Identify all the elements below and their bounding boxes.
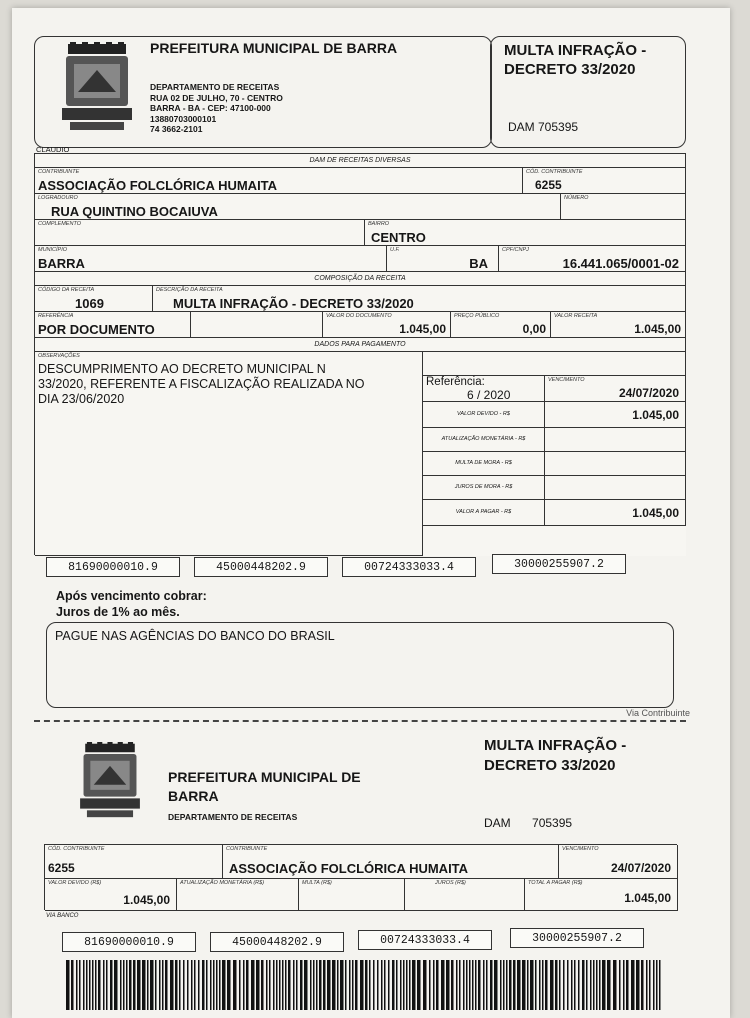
late-payment-line-1: Após vencimento cobrar: — [56, 589, 207, 603]
barcode-bar — [282, 960, 284, 1010]
descricao-receita-label: DESCRIÇÃO DA RECEITA — [156, 287, 223, 293]
barcode-bar — [578, 960, 580, 1010]
barcode-bar — [607, 960, 611, 1010]
document-title-line-1: MULTA INFRAÇÃO - — [504, 42, 647, 59]
municipal-crest-icon — [60, 42, 134, 138]
vencimento-value: 24/07/2020 — [618, 386, 679, 400]
form-grid — [34, 153, 686, 555]
barcode-bar — [590, 960, 592, 1010]
barcode-bar — [373, 960, 375, 1010]
valor-pagar-value: 1.045,00 — [632, 506, 679, 520]
barcode-bar — [593, 960, 595, 1010]
bottom-cod-value: 6255 — [48, 861, 75, 875]
barcode-bar — [345, 960, 347, 1010]
barcode-bar — [542, 960, 544, 1010]
barcode-bar — [535, 960, 537, 1010]
municipio-value: BARRA — [38, 256, 85, 271]
bottom-grid — [44, 844, 677, 910]
barcode-bar — [472, 960, 474, 1010]
cod-contribuinte-label: CÓD. CONTRIBUINTE — [526, 169, 583, 175]
barcode-bar — [129, 960, 132, 1010]
logradouro-cell — [35, 194, 561, 220]
valor-devido-label-cell — [423, 402, 545, 428]
barcode-bar — [478, 960, 481, 1010]
barcode-bar — [436, 960, 439, 1010]
barcode-line-segment-3: 00724333033.4 — [342, 557, 476, 577]
barcode-bar — [586, 960, 588, 1010]
referencia-periodo-label: Referência: — [426, 376, 485, 388]
barcode-bar — [269, 960, 271, 1010]
bottom-title — [168, 768, 361, 806]
barcode-bar — [636, 960, 640, 1010]
bottom-juros-cell — [405, 879, 525, 911]
bottom-multa-cell — [299, 879, 405, 911]
barcode-bar — [355, 960, 358, 1010]
descricao-receita-value: MULTA INFRAÇÃO - DECRETO 33/2020 — [173, 296, 414, 311]
barcode-bar — [123, 960, 125, 1010]
barcode-bar — [522, 960, 526, 1010]
barcode-bar — [486, 960, 488, 1010]
barcode-bar — [433, 960, 435, 1010]
valor-pagar-label: VALOR A PAGAR - R$ — [455, 509, 512, 515]
barcode-bar — [210, 960, 212, 1010]
barcode-bar — [574, 960, 576, 1010]
bairro-cell — [365, 220, 686, 246]
barcode-bar — [377, 960, 379, 1010]
via-banco-label: VIA BANCO — [46, 913, 79, 919]
barcode-bar — [150, 960, 154, 1010]
referencia-periodo-value: 6 / 2020 — [467, 388, 511, 402]
barcode-bar — [396, 960, 398, 1010]
barcode-bar — [388, 960, 390, 1010]
barcode-bar — [596, 960, 598, 1010]
barcode-bar — [349, 960, 351, 1010]
barcode-bar — [222, 960, 226, 1010]
multa-value-cell — [545, 452, 686, 476]
preco-publico-label: PREÇO PÚBLICO — [454, 313, 500, 319]
juros-label: JUROS DE MORA - R$ — [454, 484, 513, 490]
operator-name: CLAUDIO — [36, 145, 70, 154]
referencia-cell — [35, 312, 191, 338]
composicao-header-text: COMPOSIÇÃO DA RECEITA — [314, 275, 406, 282]
barcode-bar — [95, 960, 97, 1010]
barcode-bar — [619, 960, 621, 1010]
cod-contribuinte-value: 6255 — [535, 178, 562, 192]
bottom-multa-label: MULTA (R$) — [302, 880, 332, 886]
pagamento-header-row — [35, 338, 686, 352]
barcode-bar — [392, 960, 395, 1010]
barcode-bar — [316, 960, 318, 1010]
bottom-total-cell — [525, 879, 678, 911]
bairro-value: CENTRO — [371, 230, 426, 245]
barcode-bar — [365, 960, 368, 1010]
barcode-bar — [559, 960, 561, 1010]
valor-receita-cell — [551, 312, 686, 338]
barcode-line-segment-4: 30000255907.2 — [492, 554, 626, 574]
observacoes-cell — [35, 352, 423, 556]
barcode-bar — [256, 960, 260, 1010]
bottom-barcode-line-segment-4: 30000255907.2 — [510, 928, 644, 948]
barcode-bar — [360, 960, 364, 1010]
barcode-bar — [494, 960, 498, 1010]
cpf-cell — [499, 246, 686, 272]
barcode-bar — [142, 960, 146, 1010]
barcode-bar — [243, 960, 245, 1010]
bottom-cod-cell — [45, 845, 223, 879]
barcode-bar — [352, 960, 354, 1010]
dam-header-row — [35, 154, 686, 168]
barcode-bar — [194, 960, 196, 1010]
multa-label-cell — [423, 452, 545, 476]
barcode-bar — [403, 960, 405, 1010]
barcode-bar — [513, 960, 516, 1010]
barcode-bar — [276, 960, 278, 1010]
barcode-bar — [165, 960, 168, 1010]
dam-header-text: DAM DE RECEITAS DIVERSAS — [309, 157, 411, 164]
bottom-total-label: TOTAL A PAGAR (R$) — [528, 880, 583, 886]
address-line-1: RUA 02 DE JULHO, 70 - CENTRO — [150, 92, 283, 103]
barcode-bar — [527, 960, 529, 1010]
barcode-bar — [412, 960, 416, 1010]
barcode-bar — [233, 960, 237, 1010]
barcode-bar — [409, 960, 411, 1010]
barcode-bar — [76, 960, 78, 1010]
barcode-bar — [506, 960, 508, 1010]
bottom-atualizacao-label: ATUALIZAÇÃO MONETÁRIA (R$) — [180, 880, 265, 886]
logradouro-value: RUA QUINTINO BOCAIUVA — [51, 204, 218, 219]
barcode-bar — [313, 960, 315, 1010]
bottom-atualizacao-cell — [177, 879, 299, 911]
municipio-cell — [35, 246, 387, 272]
barcode-bar — [332, 960, 336, 1010]
valor-pagar-label-cell — [423, 500, 545, 526]
municipio-label: MUNICÍPIO — [38, 247, 68, 253]
barcode-bar — [446, 960, 450, 1010]
barcode-bar — [191, 960, 193, 1010]
barcode-bar — [79, 960, 81, 1010]
bottom-vencimento-value: 24/07/2020 — [610, 861, 671, 875]
barcode-bar — [530, 960, 534, 1010]
descricao-receita-cell — [153, 286, 686, 312]
barcode-bar — [239, 960, 241, 1010]
uf-value: BA — [469, 256, 488, 271]
barcode-bar — [646, 960, 648, 1010]
barcode-bar — [459, 960, 461, 1010]
barcode-bar — [98, 960, 101, 1010]
barcode-bar — [300, 960, 303, 1010]
observacoes-text — [38, 362, 365, 407]
bottom-dam — [484, 816, 572, 830]
barcode-bar — [83, 960, 85, 1010]
barcode-bar — [500, 960, 502, 1010]
barcode-bar — [66, 960, 70, 1010]
barcode-bar — [137, 960, 141, 1010]
observacoes-line-3: DIA 23/06/2020 — [38, 392, 125, 406]
via-contribuinte-label: Via Contribuinte — [626, 708, 690, 718]
barcode-bar — [159, 960, 161, 1010]
bottom-valor-devido-label: VALOR DEVIDO (R$) — [48, 880, 102, 886]
bottom-document-title-line-1: MULTA INFRAÇÃO - — [484, 737, 627, 754]
bottom-document-title-line-2: DECRETO 33/2020 — [484, 757, 616, 774]
atualizacao-value-cell — [545, 428, 686, 452]
barcode-bar — [623, 960, 625, 1010]
bottom-barcode-line-segment-1: 81690000010.9 — [62, 932, 196, 952]
valor-documento-value: 1.045,00 — [399, 322, 446, 336]
referencia-periodo-cell — [423, 376, 545, 402]
barcode-bar — [340, 960, 344, 1010]
observacoes-line-2: 33/2020, REFERENTE A FISCALIZAÇÃO REALIZADA NO — [38, 377, 365, 391]
barcode-bar — [384, 960, 386, 1010]
bottom-contribuinte-value: ASSOCIAÇÃO FOLCLÓRICA HUMAITA — [229, 861, 469, 876]
barcode-bar — [126, 960, 128, 1010]
bottom-barcode-line-segment-2: 45000448202.9 — [210, 932, 344, 952]
bottom-contribuinte-label: CONTRIBUINTE — [226, 846, 268, 852]
bank-notice-text: PAGUE NAS AGÊNCIAS DO BANCO DO BRASIL — [55, 629, 335, 643]
barcode-bar — [469, 960, 471, 1010]
referencia-value: POR DOCUMENTO — [38, 322, 155, 337]
barcode-bar — [582, 960, 585, 1010]
bottom-valor-devido-value: 1.045,00 — [123, 893, 170, 907]
barcode-bar — [323, 960, 326, 1010]
barcode-bar — [649, 960, 651, 1010]
barcode-bar — [202, 960, 205, 1010]
barcode-bar — [653, 960, 655, 1010]
header-title: PREFEITURA MUNICIPAL DE BARRA — [150, 40, 398, 56]
multa-label: MULTA DE MORA - R$ — [455, 460, 512, 466]
cpf-label: CPF/CNPJ — [502, 247, 529, 253]
atualizacao-label: ATUALIZAÇÃO MONETÁRIA - R$ — [441, 436, 526, 442]
composicao-header-row — [35, 272, 686, 286]
barcode-bar — [483, 960, 485, 1010]
preco-publico-cell — [451, 312, 551, 338]
bottom-valor-devido-cell — [45, 879, 177, 911]
barcode — [64, 960, 664, 1010]
barcode-bar — [296, 960, 298, 1010]
barcode-bar — [106, 960, 108, 1010]
barcode-bar — [251, 960, 255, 1010]
numero-label: NÚMERO — [564, 195, 589, 201]
phone: 74 3662-2101 — [150, 124, 203, 134]
logradouro-label: LOGRADOURO — [38, 195, 78, 201]
barcode-bar — [246, 960, 249, 1010]
barcode-bar — [456, 960, 458, 1010]
barcode-bar — [441, 960, 445, 1010]
barcode-bar — [539, 960, 541, 1010]
barcode-bar — [266, 960, 268, 1010]
barcode-bar — [114, 960, 118, 1010]
vencimento-cell — [545, 376, 686, 402]
cnpj: 13880703000101 — [150, 113, 217, 124]
barcode-bar — [656, 960, 658, 1010]
payment-bottom-spacer — [423, 526, 686, 556]
barcode-bar — [92, 960, 94, 1010]
barcode-bar — [183, 960, 185, 1010]
valor-receita-label: VALOR RECEITA — [554, 313, 598, 319]
barcode-bar — [198, 960, 200, 1010]
barcode-bar — [89, 960, 91, 1010]
codigo-receita-value: 1069 — [75, 296, 104, 311]
bottom-dam-label: DAM — [484, 816, 511, 830]
barcode-bar — [406, 960, 408, 1010]
barcode-bar — [400, 960, 402, 1010]
barcode-bar — [147, 960, 149, 1010]
barcode-bar — [71, 960, 74, 1010]
bottom-total-value: 1.045,00 — [624, 891, 671, 905]
barcode-bar — [337, 960, 339, 1010]
bottom-vencimento-cell — [559, 845, 678, 879]
bottom-contribuinte-cell — [223, 845, 559, 879]
barcode-bar — [563, 960, 565, 1010]
barcode-bar — [175, 960, 178, 1010]
barcode-bar — [466, 960, 468, 1010]
uf-label: U.F. — [390, 247, 400, 253]
contribuinte-cell — [35, 168, 523, 194]
barcode-bar — [285, 960, 287, 1010]
barcode-bar — [451, 960, 454, 1010]
referencia-label: REFERÊNCIA — [38, 313, 74, 319]
barcode-bar — [213, 960, 215, 1010]
late-payment-line-2: Juros de 1% ao mês. — [56, 605, 180, 619]
barcode-bar — [631, 960, 635, 1010]
barcode-bar — [227, 960, 231, 1010]
barcode-bar — [187, 960, 189, 1010]
uf-cell — [387, 246, 499, 272]
barcode-bar — [216, 960, 218, 1010]
complemento-cell — [35, 220, 365, 246]
valor-devido-label: VALOR DEVIDO - R$ — [457, 411, 510, 417]
barcode-bar — [417, 960, 421, 1010]
barcode-bar — [613, 960, 617, 1010]
barcode-bar — [319, 960, 322, 1010]
barcode-bar — [179, 960, 181, 1010]
vencimento-label: VENCIMENTO — [548, 377, 585, 383]
bottom-barcode-line-segment-3: 00724333033.4 — [358, 930, 492, 950]
observacoes-label: OBSERVAÇÕES — [38, 353, 80, 359]
codigo-receita-cell — [35, 286, 153, 312]
valor-devido-cell — [545, 402, 686, 428]
department-name: DEPARTAMENTO DE RECEITAS — [150, 82, 280, 92]
barcode-bar — [273, 960, 275, 1010]
valor-receita-value: 1.045,00 — [634, 322, 681, 336]
barcode-bar — [162, 960, 164, 1010]
contribuinte-value: ASSOCIAÇÃO FOLCLÓRICA HUMAITA — [38, 178, 278, 193]
barcode-bar — [310, 960, 312, 1010]
numero-cell — [561, 194, 686, 220]
barcode-bar — [509, 960, 512, 1010]
bottom-cod-label: CÓD. CONTRIBUINTE — [48, 846, 105, 852]
barcode-bar — [304, 960, 308, 1010]
barcode-bar — [261, 960, 264, 1010]
barcode-bar — [475, 960, 477, 1010]
barcode-bar — [659, 960, 661, 1010]
bottom-title-line-2: BARRA — [168, 788, 219, 804]
contribuinte-label: CONTRIBUINTE — [38, 169, 80, 175]
document-title-line-2: DECRETO 33/2020 — [504, 61, 636, 78]
bottom-juros-label: JUROS (R$) — [435, 880, 466, 886]
payment-slip — [12, 8, 730, 1018]
barcode-bar — [381, 960, 383, 1010]
payment-top-spacer — [423, 352, 686, 376]
barcode-bar — [279, 960, 281, 1010]
barcode-bar — [327, 960, 331, 1010]
barcode-bar — [219, 960, 221, 1010]
barcode-bar — [429, 960, 431, 1010]
valor-devido-value: 1.045,00 — [632, 408, 679, 422]
barcode-bar — [490, 960, 493, 1010]
barcode-bar — [206, 960, 208, 1010]
bottom-document-title — [484, 736, 626, 776]
complemento-label: COMPLEMENTO — [38, 221, 81, 227]
dam-number: DAM 705395 — [508, 120, 579, 134]
bank-notice-box — [46, 622, 674, 708]
codigo-receita-label: CÓDIGO DA RECEITA — [38, 287, 95, 293]
valor-documento-cell — [323, 312, 451, 338]
barcode-bar — [110, 960, 113, 1010]
barcode-bar — [133, 960, 136, 1010]
preco-publico-value: 0,00 — [522, 322, 546, 336]
barcode-bar — [369, 960, 371, 1010]
bairro-label: BAIRRO — [368, 221, 390, 227]
barcode-bar — [293, 960, 295, 1010]
barcode-bar — [86, 960, 88, 1010]
document-title — [504, 41, 646, 79]
barcode-bar — [550, 960, 554, 1010]
barcode-line-segment-1: 81690000010.9 — [46, 557, 180, 577]
pagamento-header-text: DADOS PARA PAGAMENTO — [314, 341, 406, 348]
barcode-bar — [571, 960, 573, 1010]
barcode-bar — [103, 960, 105, 1010]
valor-pagar-cell — [545, 500, 686, 526]
bottom-department: DEPARTAMENTO DE RECEITAS — [168, 812, 298, 822]
barcode-bar — [503, 960, 505, 1010]
address-line-2: BARRA - BA - CEP: 47100-000 — [150, 103, 271, 113]
barcode-line-segment-2: 45000448202.9 — [194, 557, 328, 577]
juros-value-cell — [545, 476, 686, 500]
barcode-bar — [170, 960, 174, 1010]
barcode-bar — [641, 960, 644, 1010]
bottom-dam-number: 705395 — [532, 816, 573, 830]
cod-contribuinte-cell — [523, 168, 686, 194]
barcode-bar — [555, 960, 558, 1010]
barcode-bar — [423, 960, 427, 1010]
barcode-bar — [599, 960, 601, 1010]
observacoes-line-1: DESCUMPRIMENTO AO DECRETO MUNICIPAL N — [38, 362, 326, 376]
header-address-block — [150, 82, 283, 135]
juros-label-cell — [423, 476, 545, 500]
valor-documento-label: VALOR DO DOCUMENTO — [326, 313, 392, 319]
cut-line — [34, 720, 686, 722]
bottom-vencimento-label: VENCIMENTO — [562, 846, 599, 852]
barcode-bar — [567, 960, 569, 1010]
barcode-bar — [517, 960, 521, 1010]
late-payment-note — [56, 588, 207, 620]
barcode-bar — [545, 960, 548, 1010]
referencia-spacer-cell — [191, 312, 323, 338]
atualizacao-label-cell — [423, 428, 545, 452]
cpf-value: 16.441.065/0001-02 — [562, 256, 679, 271]
barcode-bar — [626, 960, 629, 1010]
barcode-bar — [463, 960, 465, 1010]
barcode-bar — [120, 960, 122, 1010]
barcode-bar — [602, 960, 606, 1010]
barcode-bar — [155, 960, 157, 1010]
barcode-bar — [288, 960, 291, 1010]
municipal-crest-small-icon — [74, 742, 146, 824]
bottom-title-line-1: PREFEITURA MUNICIPAL DE — [168, 769, 361, 785]
